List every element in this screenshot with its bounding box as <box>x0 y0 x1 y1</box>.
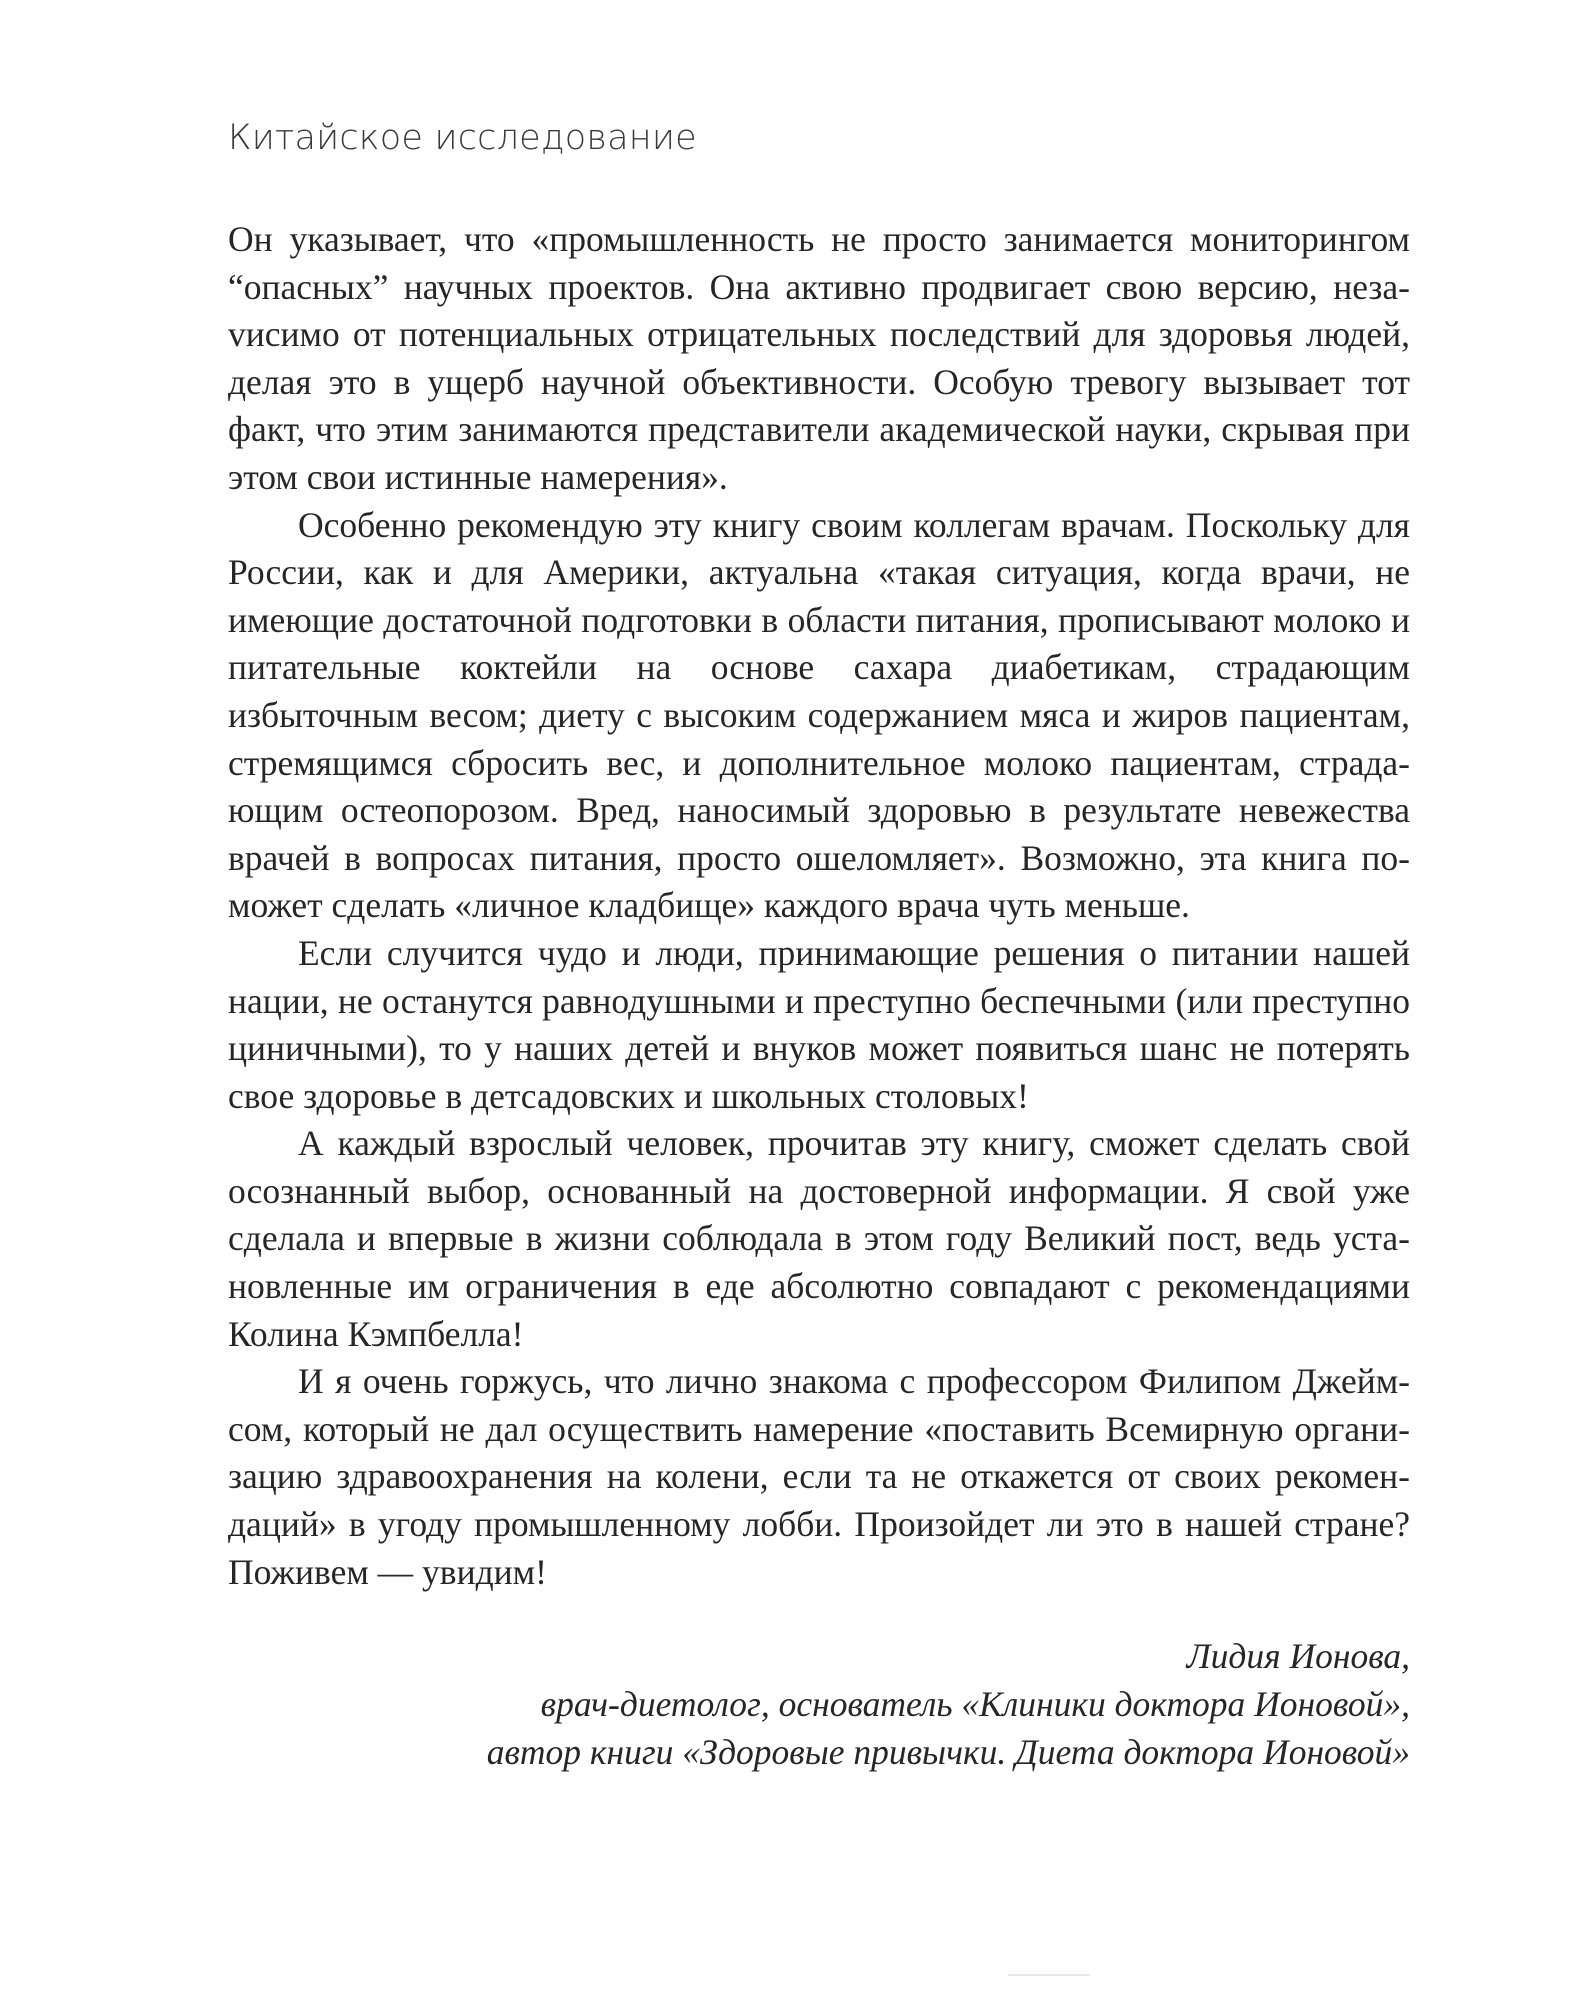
author-role: врач-диетолог, основатель «Клиники доктора Ионовой», <box>540 1684 1410 1724</box>
paragraph: И я очень горжусь, что лично знакома с профессором Филипом Джеймсом, который не дал осуществить намерение «поставить Всемирную организацию здравоохранения на колени, если та не откажется от своих рекомендаций» в угоду промышленному лобби. Произойдет ли это в нашей стране? Поживем — увидим! <box>228 1361 1410 1592</box>
author-name: Лидия Ионова, <box>1186 1636 1410 1676</box>
footer-divider <box>1008 1974 1090 1976</box>
paragraph: Если случится чудо и люди, принимающие решения о питании нашей нации, не останутся равнодушными и преступно беспечными (или преступно циничными), то у наших детей и внуков может появиться шанс не потерять свое здоровье в детсадовских и школьных столовых! <box>228 932 1410 1116</box>
running-header: Китайское исследование <box>228 118 697 158</box>
author-book: автор книги «Здоровые привычки. Диета доктора Ионовой» <box>486 1732 1410 1772</box>
body-text <box>228 216 1410 1596</box>
paragraph: Особенно рекомендую эту книгу своим коллегам врачам. Поскольку для России, как и для Америки, актуальна «такая ситуация, когда врачи, не имеющие достаточной подготовки в области питания, прописывают молоко и питательные коктейли на основе сахара диабетикам, страдающим избыточным весом; диету с высоким содержанием мяса и жиров пациентам, стремящимся сбросить вес, и дополнительное молоко пациентам, страдающим остеопорозом. Вред, наносимый здоровью в результате невежества врачей в вопросах питания, просто ошеломляет». Возможно, эта книга поможет сделать «личное кладбище» каждого врача чуть меньше. <box>228 504 1410 926</box>
paragraph: А каждый взрослый человек, прочитав эту книгу, сможет сделать свой осознанный выбор, основанный на достоверной информации. Я свой уже сделала и впервые в жизни соблюдала в этом году Великий пост, ведь установленные им ограничения в еде абсолютно совпадают с рекомендациями Колина Кэмпбелла! <box>228 1123 1410 1354</box>
paragraph: Он указывает, что «промышленность не просто занимается мониторингом “опасных” научных проектов. Она активно продвигает свою версию, незаvисимо от потенциальных отрицательных последствий для здоровья людей, делая это в ущерб научной объективности. Особую тревогу вызывает тот факт, что этим занимаются представители академической науки, скрывая при этом свои истинные намерения». <box>228 219 1410 497</box>
author-signature <box>310 1632 1410 1776</box>
